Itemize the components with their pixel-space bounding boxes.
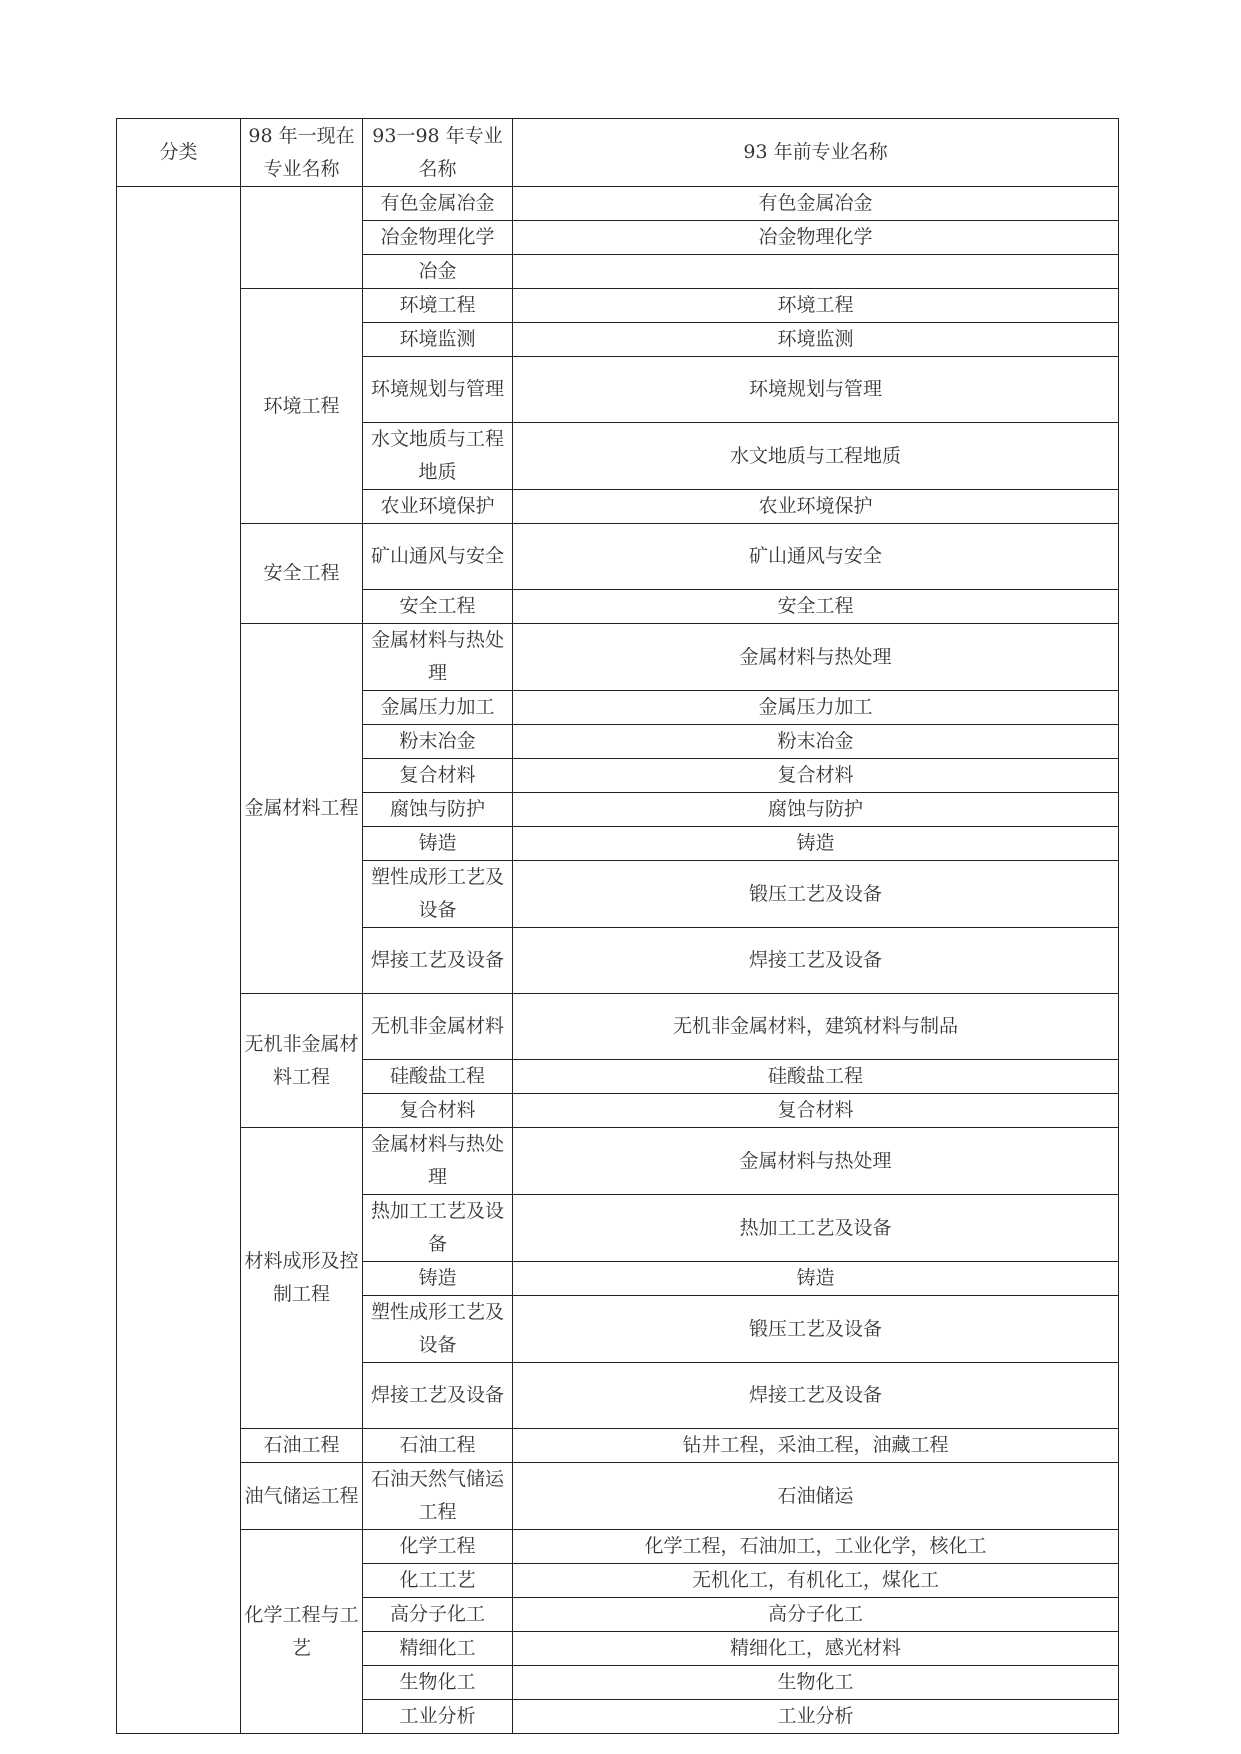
major-93-98-cell: 焊接工艺及设备 [363,928,513,994]
current-major-cell: 材料成形及控制工程 [241,1128,363,1429]
major-pre93-cell: 高分子化工 [513,1598,1119,1632]
major-pre93-cell: 无机化工，有机化工，煤化工 [513,1564,1119,1598]
table-row [117,289,1119,323]
major-93-98-cell: 粉末冶金 [363,725,513,759]
table-row [117,994,1119,1060]
table-body [117,187,1119,1734]
major-pre93-cell: 金属材料与热处理 [513,624,1119,691]
major-93-98-cell: 冶金物理化学 [363,221,513,255]
current-major-cell: 油气储运工程 [241,1463,363,1530]
major-93-98-cell: 金属材料与热处理 [363,624,513,691]
table-row [117,187,1119,221]
major-pre93-cell: 锻压工艺及设备 [513,861,1119,928]
major-93-98-cell: 水文地质与工程地质 [363,423,513,490]
header-category: 分类 [117,119,241,187]
table-row [117,524,1119,590]
header-current-major: 98 年一现在专业名称 [241,119,363,187]
major-93-98-cell: 铸造 [363,827,513,861]
major-pre93-cell: 金属材料与热处理 [513,1128,1119,1195]
major-pre93-cell: 环境规划与管理 [513,357,1119,423]
major-pre93-cell: 安全工程 [513,590,1119,624]
current-major-cell: 金属材料工程 [241,624,363,994]
major-93-98-cell: 复合材料 [363,759,513,793]
major-pre93-cell: 冶金物理化学 [513,221,1119,255]
major-pre93-cell: 复合材料 [513,759,1119,793]
current-major-cell: 化学工程与工艺 [241,1530,363,1734]
major-93-98-cell: 化学工程 [363,1530,513,1564]
major-pre93-cell: 环境工程 [513,289,1119,323]
major-93-98-cell: 石油天然气储运工程 [363,1463,513,1530]
major-pre93-cell: 腐蚀与防护 [513,793,1119,827]
major-pre93-cell: 有色金属冶金 [513,187,1119,221]
header-93-98-major: 93一98 年专业名称 [363,119,513,187]
major-93-98-cell: 金属压力加工 [363,691,513,725]
major-pre93-cell: 石油储运 [513,1463,1119,1530]
major-pre93-cell: 铸造 [513,1262,1119,1296]
major-pre93-cell: 粉末冶金 [513,725,1119,759]
major-93-98-cell: 金属材料与热处理 [363,1128,513,1195]
major-pre93-cell: 钻井工程，采油工程，油藏工程 [513,1429,1119,1463]
major-93-98-cell: 腐蚀与防护 [363,793,513,827]
major-93-98-cell: 冶金 [363,255,513,289]
major-pre93-cell: 化学工程，石油加工，工业化学，核化工 [513,1530,1119,1564]
table-row [117,1463,1119,1530]
table-row [117,1128,1119,1195]
major-93-98-cell: 塑性成形工艺及设备 [363,861,513,928]
major-pre93-cell: 锻压工艺及设备 [513,1296,1119,1363]
major-93-98-cell: 铸造 [363,1262,513,1296]
major-93-98-cell: 环境监测 [363,323,513,357]
major-pre93-cell: 铸造 [513,827,1119,861]
major-pre93-cell: 焊接工艺及设备 [513,1363,1119,1429]
major-93-98-cell: 复合材料 [363,1094,513,1128]
major-93-98-cell: 环境规划与管理 [363,357,513,423]
major-93-98-cell: 塑性成形工艺及设备 [363,1296,513,1363]
table-row [117,1530,1119,1564]
major-pre93-cell: 工业分析 [513,1700,1119,1734]
major-93-98-cell: 环境工程 [363,289,513,323]
major-pre93-cell: 热加工工艺及设备 [513,1195,1119,1262]
major-pre93-cell: 生物化工 [513,1666,1119,1700]
major-pre93-cell: 精细化工，感光材料 [513,1632,1119,1666]
major-93-98-cell: 安全工程 [363,590,513,624]
major-93-98-cell: 硅酸盐工程 [363,1060,513,1094]
major-pre93-cell: 矿山通风与安全 [513,524,1119,590]
current-major-cell [241,187,363,289]
major-93-98-cell: 精细化工 [363,1632,513,1666]
major-93-98-cell: 化工工艺 [363,1564,513,1598]
header-pre93-major: 93 年前专业名称 [513,119,1119,187]
current-major-cell: 环境工程 [241,289,363,524]
major-93-98-cell: 矿山通风与安全 [363,524,513,590]
current-major-cell: 无机非金属材料工程 [241,994,363,1128]
major-pre93-cell: 无机非金属材料，建筑材料与制品 [513,994,1119,1060]
major-pre93-cell: 硅酸盐工程 [513,1060,1119,1094]
major-pre93-cell: 复合材料 [513,1094,1119,1128]
major-pre93-cell: 环境监测 [513,323,1119,357]
header-row [117,119,1119,187]
major-93-98-cell: 有色金属冶金 [363,187,513,221]
major-pre93-cell: 金属压力加工 [513,691,1119,725]
major-pre93-cell: 焊接工艺及设备 [513,928,1119,994]
major-pre93-cell [513,255,1119,289]
major-93-98-cell: 高分子化工 [363,1598,513,1632]
major-93-98-cell: 无机非金属材料 [363,994,513,1060]
major-name-table [116,118,1119,1734]
current-major-cell: 石油工程 [241,1429,363,1463]
major-93-98-cell: 焊接工艺及设备 [363,1363,513,1429]
major-93-98-cell: 工业分析 [363,1700,513,1734]
major-pre93-cell: 农业环境保护 [513,490,1119,524]
table-row [117,1429,1119,1463]
table-row [117,624,1119,691]
major-93-98-cell: 生物化工 [363,1666,513,1700]
major-93-98-cell: 热加工工艺及设备 [363,1195,513,1262]
current-major-cell: 安全工程 [241,524,363,624]
major-pre93-cell: 水文地质与工程地质 [513,423,1119,490]
major-93-98-cell: 农业环境保护 [363,490,513,524]
major-93-98-cell: 石油工程 [363,1429,513,1463]
category-cell [117,187,241,1734]
